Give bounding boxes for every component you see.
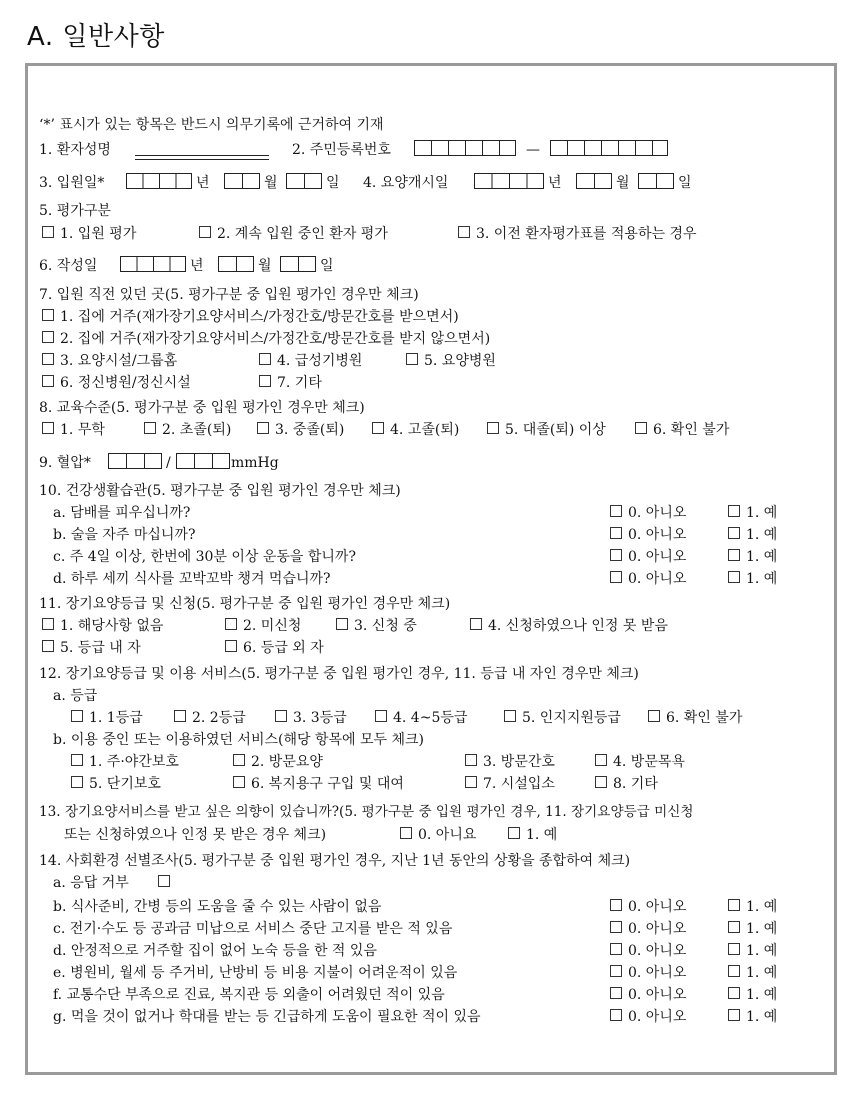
- section-title: A. 일반사항: [27, 22, 165, 52]
- q14f-yes[interactable]: 1. 예: [728, 984, 777, 1006]
- checkbox-square[interactable]: [42, 375, 54, 387]
- care-month-unit: 월: [616, 175, 630, 191]
- q2-label: 2. 주민등록번호: [292, 142, 391, 158]
- q3-row: [28, 172, 834, 194]
- q9-row: [28, 452, 834, 474]
- checkbox-square[interactable]: [42, 331, 54, 343]
- checkbox-square[interactable]: [400, 827, 412, 839]
- checkbox-square[interactable]: [504, 710, 516, 722]
- checkbox-square[interactable]: [728, 505, 740, 517]
- q14b-yes[interactable]: 1. 예: [728, 896, 777, 918]
- service-option-3[interactable]: 3. 방문간호: [465, 751, 555, 773]
- checkbox-square[interactable]: [728, 965, 740, 977]
- checkbox-square[interactable]: [610, 549, 622, 561]
- checkbox-square[interactable]: [42, 353, 54, 365]
- checkbox-square[interactable]: [42, 226, 54, 238]
- q10d-no[interactable]: 0. 아니오: [610, 568, 686, 590]
- q10-item-b: [28, 524, 834, 546]
- q14-item-label: d. 안정적으로 거주할 집이 없어 노숙 등을 한 적 있음: [53, 943, 377, 959]
- q13-no[interactable]: 0. 아니요: [400, 824, 476, 846]
- q8-option-4[interactable]: 4. 고졸(퇴): [372, 419, 459, 441]
- checkbox-square[interactable]: [372, 422, 384, 434]
- q5-label: 5. 평가구분: [39, 203, 111, 219]
- q7-row: [28, 284, 834, 306]
- q14c-no[interactable]: 0. 아니오: [610, 918, 686, 940]
- checkbox-square[interactable]: [42, 640, 54, 652]
- rrn-back-boxes[interactable]: [550, 140, 668, 156]
- q7-option-2[interactable]: 2. 집에 거주(재가장기요양서비스/가정간호/방문간호를 받지 않으면서): [42, 328, 490, 350]
- checkbox-square[interactable]: [508, 827, 520, 839]
- admit-year-unit: 년: [196, 175, 210, 191]
- checkbox-square[interactable]: [610, 921, 622, 933]
- checkbox-square[interactable]: [470, 618, 482, 630]
- write-day-unit: 일: [320, 258, 334, 274]
- q11-row: [28, 593, 834, 615]
- q14-item-c: [28, 918, 834, 940]
- patient-name-field[interactable]: [135, 141, 269, 156]
- q7-option-3[interactable]: 3. 요양시설/그룹홈: [42, 350, 177, 372]
- q5-option-2[interactable]: 2. 계속 입원 중인 환자 평가: [199, 223, 388, 245]
- q12-services-2: [28, 773, 834, 795]
- checkbox-square[interactable]: [728, 943, 740, 955]
- q10d-yes[interactable]: 1. 예: [728, 568, 777, 590]
- care-year-boxes[interactable]: [474, 173, 544, 189]
- service-option-5[interactable]: 5. 단기보호: [71, 773, 161, 795]
- q7-option-1[interactable]: 1. 집에 거주(재가장기요양서비스/가정간호/방문간호를 받으면서): [42, 306, 459, 328]
- q14e-no[interactable]: 0. 아니오: [610, 962, 686, 984]
- q14-item-e: [28, 962, 834, 984]
- grade-option-2[interactable]: 2. 2등급: [174, 707, 246, 729]
- checkbox-square[interactable]: [610, 965, 622, 977]
- rrn-front-boxes[interactable]: [414, 140, 516, 156]
- q11-option-6[interactable]: 6. 등급 외 자: [225, 637, 324, 659]
- service-option-4[interactable]: 4. 방문목욕: [595, 751, 685, 773]
- q14-refuse-row: [28, 872, 834, 894]
- service-option-1[interactable]: 1. 주·야간보호: [71, 751, 179, 773]
- q11-label: 11. 장기요양등급 및 신청(5. 평가구분 중 입원 평가인 경우만 체크): [39, 596, 451, 612]
- q7-option-7[interactable]: 7. 기타: [259, 372, 322, 394]
- service-option-7[interactable]: 7. 시설입소: [465, 773, 555, 795]
- checkbox-square[interactable]: [465, 776, 477, 788]
- q14-item-f: [28, 984, 834, 1006]
- grade-option-5[interactable]: 5. 인지지원등급: [504, 707, 621, 729]
- q13-line-2: [28, 824, 834, 846]
- q14c-yes[interactable]: 1. 예: [728, 918, 777, 940]
- service-option-6[interactable]: 6. 복지용구 구입 및 대여: [233, 773, 404, 795]
- checkbox-square[interactable]: [610, 505, 622, 517]
- checkbox-square[interactable]: [375, 710, 387, 722]
- q1-row: [28, 139, 834, 161]
- checkbox-square[interactable]: [595, 754, 607, 766]
- q7-option-6[interactable]: 6. 정신병원/정신시설: [42, 372, 191, 394]
- q7-label: 7. 입원 직전 있던 곳(5. 평가구분 중 입원 평가인 경우만 체크): [39, 287, 419, 303]
- checkbox-square[interactable]: [233, 754, 245, 766]
- q11-option-3[interactable]: 3. 신청 중: [336, 615, 417, 637]
- q5-options: [28, 223, 834, 245]
- q14-row: [28, 850, 834, 872]
- q8-option-2[interactable]: 2. 초졸(퇴): [144, 419, 231, 441]
- q3-label: 3. 입원일*: [39, 175, 105, 191]
- admit-month-unit: 월: [264, 175, 278, 191]
- admit-month-boxes[interactable]: [224, 173, 260, 189]
- q10-item-label: a. 담배를 피우십니까?: [53, 505, 191, 521]
- q10-item-c: [28, 546, 834, 568]
- q14-item-label: f. 교통수단 부족으로 진료, 복지관 등 외출이 어려웠던 적이 있음: [53, 987, 445, 1003]
- q14b-no[interactable]: 0. 아니오: [610, 896, 686, 918]
- checkbox-square[interactable]: [225, 618, 237, 630]
- admit-day-unit: 일: [326, 175, 340, 191]
- q12-b-label: b. 이용 중인 또는 이용하였던 서비스(해당 항목에 모두 체크): [53, 732, 424, 748]
- q10-item-d: [28, 568, 834, 590]
- q7-line-1: [28, 306, 834, 328]
- checkbox-square[interactable]: [406, 353, 418, 365]
- care-year-unit: 년: [548, 175, 562, 191]
- checkbox-square[interactable]: [174, 710, 186, 722]
- q12-label: 12. 장기요양등급 및 이용 서비스(5. 평가구분 중 입원 평가인 경우, 11. 등급 내 자인 경우만 체크): [39, 666, 639, 682]
- q10-row: [28, 480, 834, 502]
- q12-grades: [28, 707, 834, 729]
- note-text: ‘*’ 표시가 있는 항목은 반드시 의무기록에 근거하여 기재: [39, 117, 384, 133]
- care-day-unit: 일: [678, 175, 692, 191]
- q8-option-6[interactable]: 6. 확인 불가: [635, 419, 729, 441]
- checkbox-square[interactable]: [259, 375, 271, 387]
- q10a-no[interactable]: 0. 아니오: [610, 502, 686, 524]
- q14-item-label: c. 전기·수도 등 공과금 미납으로 서비스 중단 고지를 받은 적 있음: [53, 921, 453, 937]
- admit-day-boxes[interactable]: [286, 173, 322, 189]
- grade-option-6[interactable]: 6. 확인 불가: [648, 707, 742, 729]
- q8-option-5[interactable]: 5. 대졸(퇴) 이상: [487, 419, 606, 441]
- q10a-yes[interactable]: 1. 예: [728, 502, 777, 524]
- q10c-yes[interactable]: 1. 예: [728, 546, 777, 568]
- checkbox-square[interactable]: [728, 571, 740, 583]
- checkbox-square[interactable]: [728, 921, 740, 933]
- checkbox-square[interactable]: [487, 422, 499, 434]
- write-year-unit: 년: [190, 258, 204, 274]
- checkbox-square[interactable]: [728, 549, 740, 561]
- checkbox-square[interactable]: [610, 1009, 622, 1021]
- q10-item-label: b. 술을 자주 마십니까?: [53, 527, 196, 543]
- q10-item-label: c. 주 4일 이상, 한번에 30분 이상 운동을 합니까?: [53, 549, 356, 565]
- q12-services-1: [28, 751, 834, 773]
- grade-option-3[interactable]: 3. 3등급: [275, 707, 347, 729]
- q1-label: 1. 환자성명: [39, 142, 111, 158]
- bp-systolic-boxes[interactable]: [108, 453, 162, 469]
- q8-option-1[interactable]: 1. 무학: [42, 419, 105, 441]
- checkbox-square[interactable]: [610, 527, 622, 539]
- checkbox-square[interactable]: [458, 226, 470, 238]
- checkbox-square[interactable]: [158, 875, 170, 887]
- admit-year-boxes[interactable]: [126, 173, 192, 189]
- care-month-boxes[interactable]: [576, 173, 612, 189]
- checkbox-square[interactable]: [42, 422, 54, 434]
- q7-line-3: [28, 350, 834, 372]
- checkbox-square[interactable]: [610, 571, 622, 583]
- checkbox-square[interactable]: [728, 987, 740, 999]
- checkbox-square[interactable]: [728, 527, 740, 539]
- q4-label: 4. 요양개시일: [363, 175, 449, 191]
- q14-item-g: [28, 1006, 834, 1028]
- q14d-yes[interactable]: 1. 예: [728, 940, 777, 962]
- q10-label: 10. 건강생활습관(5. 평가구분 중 입원 평가인 경우만 체크): [39, 483, 401, 499]
- bp-unit: mmHg: [231, 455, 279, 471]
- q10-item-label: d. 하루 세끼 식사를 꼬박꼬박 챙겨 먹습니까?: [53, 571, 331, 587]
- checkbox-square[interactable]: [42, 618, 54, 630]
- q13-row: [28, 801, 834, 823]
- q5-option-1[interactable]: 1. 입원 평가: [42, 223, 136, 245]
- q8-option-3[interactable]: 3. 중졸(퇴): [257, 419, 344, 441]
- grade-option-1[interactable]: 1. 1등급: [71, 707, 143, 729]
- q14f-no[interactable]: 0. 아니오: [610, 984, 686, 1006]
- checkbox-square[interactable]: [610, 899, 622, 911]
- q14-item-label: e. 병원비, 월세 등 주거비, 난방비 등 비용 지불이 어려운적이 있음: [53, 965, 458, 981]
- q11-option-5[interactable]: 5. 등급 내 자: [42, 637, 141, 659]
- checkbox-square[interactable]: [336, 618, 348, 630]
- checkbox-square[interactable]: [635, 422, 647, 434]
- bp-slash: /: [166, 455, 171, 471]
- q11-option-4[interactable]: 4. 신청하였으나 인정 못 받음: [470, 615, 668, 637]
- q12-row: [28, 663, 834, 685]
- q14-item-d: [28, 940, 834, 962]
- checkbox-square[interactable]: [42, 309, 54, 321]
- q5-option-3[interactable]: 3. 이전 환자평가표를 적용하는 경우: [458, 223, 697, 245]
- checkbox-square[interactable]: [728, 899, 740, 911]
- note-row: [28, 114, 834, 136]
- q14d-no[interactable]: 0. 아니오: [610, 940, 686, 962]
- q10-item-a: [28, 502, 834, 524]
- q10b-no[interactable]: 0. 아니오: [610, 524, 686, 546]
- service-option-8[interactable]: 8. 기타: [595, 773, 658, 795]
- q10c-no[interactable]: 0. 아니오: [610, 546, 686, 568]
- checkbox-square[interactable]: [199, 226, 211, 238]
- checkbox-square[interactable]: [71, 754, 83, 766]
- checkbox-square[interactable]: [225, 640, 237, 652]
- q14-item-label: g. 먹을 것이 없거나 학대를 받는 등 긴급하게 도움이 필요한 적이 있음: [53, 1009, 481, 1025]
- q8-label: 8. 교육수준(5. 평가구분 중 입원 평가인 경우만 체크): [39, 400, 365, 416]
- checkbox-square[interactable]: [71, 776, 83, 788]
- q13-yes[interactable]: 1. 예: [508, 824, 557, 846]
- checkbox-square[interactable]: [257, 422, 269, 434]
- checkbox-square[interactable]: [233, 776, 245, 788]
- q11-line-1: [28, 615, 834, 637]
- q12-a-row: [28, 685, 834, 707]
- q5-row: [28, 200, 834, 222]
- grade-option-4[interactable]: 4. 4~5등급: [375, 707, 467, 729]
- q13-label: 13. 장기요양서비스를 받고 싶은 의향이 있습니까?(5. 평가구분 중 입원 평가인 경우, 11. 장기요양등급 미신청: [39, 804, 694, 820]
- write-day-boxes[interactable]: [280, 256, 316, 272]
- q11-line-2: [28, 637, 834, 659]
- q14-label: 14. 사회환경 선별조사(5. 평가구분 중 입원 평가인 경우, 지난 1년 동안의 상황을 종합하여 체크): [39, 853, 631, 869]
- q9-label: 9. 혈압*: [39, 455, 91, 471]
- service-option-2[interactable]: 2. 방문요양: [233, 751, 323, 773]
- checkbox-square[interactable]: [275, 710, 287, 722]
- rrn-dash: —: [526, 142, 540, 158]
- q14g-no[interactable]: 0. 아니오: [610, 1006, 686, 1028]
- q10b-yes[interactable]: 1. 예: [728, 524, 777, 546]
- q7-option-5[interactable]: 5. 요양병원: [406, 350, 496, 372]
- care-day-boxes[interactable]: [638, 173, 674, 189]
- write-year-boxes[interactable]: [120, 256, 186, 272]
- checkbox-square[interactable]: [610, 987, 622, 999]
- q6-label: 6. 작성일: [39, 258, 98, 274]
- q14e-yes[interactable]: 1. 예: [728, 962, 777, 984]
- checkbox-square[interactable]: [728, 1009, 740, 1021]
- q11-option-1[interactable]: 1. 해당사항 없음: [42, 615, 163, 637]
- q14-refuse-checkbox[interactable]: [158, 872, 176, 894]
- q11-option-2[interactable]: 2. 미신청: [225, 615, 301, 637]
- q14g-yes[interactable]: 1. 예: [728, 1006, 777, 1028]
- bp-diastolic-boxes[interactable]: [176, 453, 230, 469]
- checkbox-square[interactable]: [144, 422, 156, 434]
- q13-label-cont: 또는 신청하였으나 인정 못 받은 경우 체크): [64, 827, 327, 843]
- checkbox-square[interactable]: [465, 754, 477, 766]
- q14-item-b: [28, 896, 834, 918]
- q8-options: [28, 419, 834, 441]
- q14-item-label: b. 식사준비, 간병 등의 도움을 줄 수 있는 사람이 없음: [53, 899, 382, 915]
- checkbox-square[interactable]: [610, 943, 622, 955]
- q7-line-4: [28, 372, 834, 394]
- q12-b-row: [28, 729, 834, 751]
- checkbox-square[interactable]: [71, 710, 83, 722]
- q8-row: [28, 397, 834, 419]
- q7-line-2: [28, 328, 834, 350]
- checkbox-square[interactable]: [595, 776, 607, 788]
- form-frame: [25, 63, 837, 1075]
- q6-row: [28, 255, 834, 277]
- q14-refuse-label: a. 응답 거부: [53, 875, 129, 891]
- checkbox-square[interactable]: [259, 353, 271, 365]
- q7-option-4[interactable]: 4. 급성기병원: [259, 350, 362, 372]
- q12-a-label: a. 등급: [53, 688, 98, 704]
- checkbox-square[interactable]: [648, 710, 660, 722]
- write-month-unit: 월: [258, 258, 272, 274]
- write-month-boxes[interactable]: [218, 256, 254, 272]
